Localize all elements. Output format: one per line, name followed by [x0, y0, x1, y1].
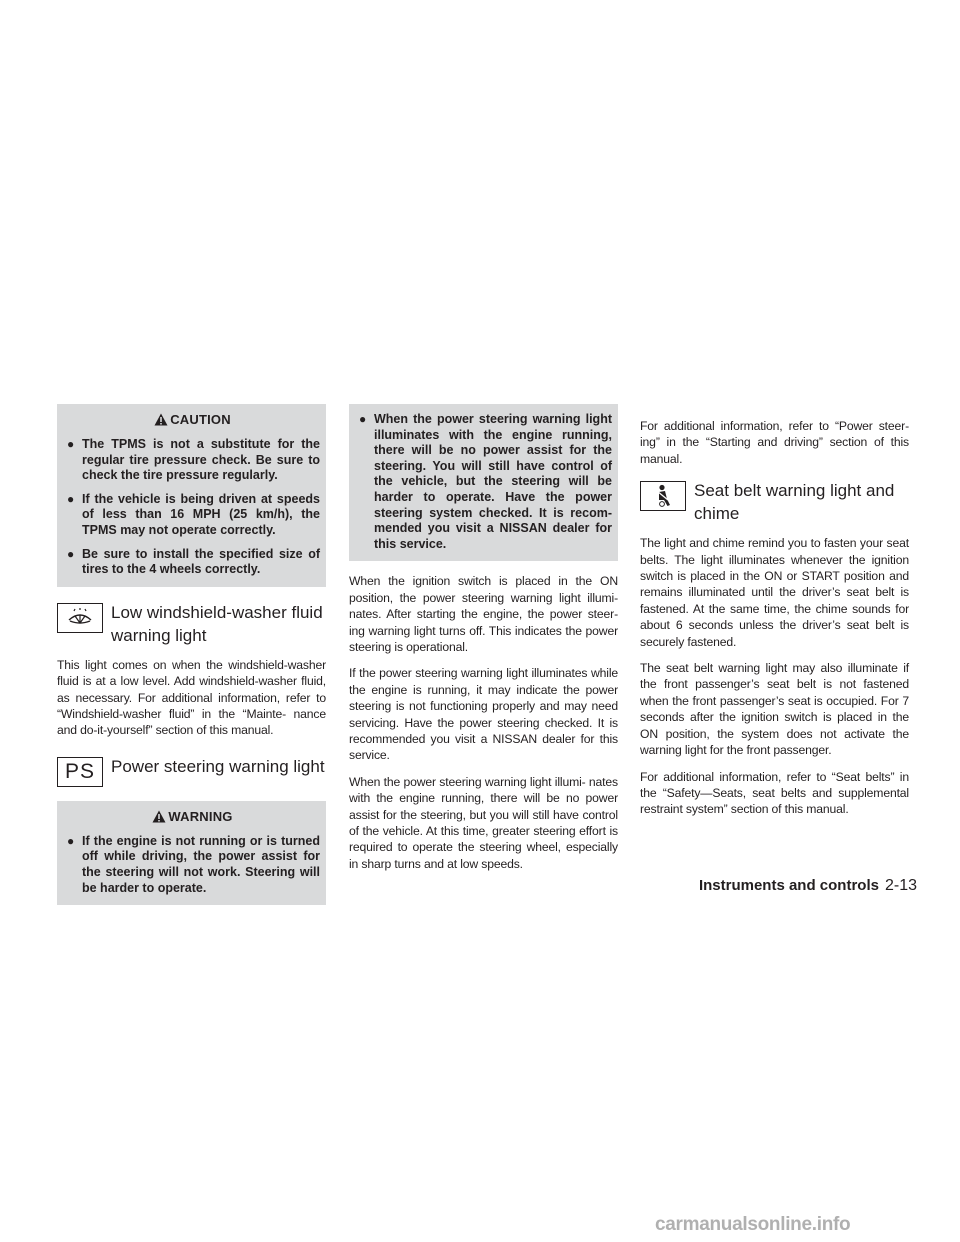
warning-box-continued [349, 404, 618, 561]
page-footer [640, 877, 917, 895]
bullet-icon: ● [359, 412, 367, 426]
footer-section-title: Instruments and controls [698, 877, 879, 894]
ps-icon-text: PS [64, 759, 95, 783]
seatbelt-paragraph-1: The light and chime remind you to fasten your seat belts. The light illuminates whenever the ignition switch is placed in the ON or START position and remains illuminated until the driver’s seat belt is fastened. At the same time, the chime sounds for about 6 seconds unless the driver’s seat belt is securely fastened. [640, 536, 909, 649]
ps-heading-row [57, 755, 326, 787]
warning-triangle-icon [152, 810, 166, 823]
page-number: 2-13 [884, 877, 917, 894]
warning-triangle-icon [154, 413, 168, 426]
warning-list-continued [357, 412, 612, 552]
seatbelt-paragraph-3: For additional information, refer to “Seat belts” in the “Safety—Seats, seat belts and supplemental restraint system” section of this manual. [640, 769, 909, 817]
bullet-icon: ● [67, 833, 75, 848]
warning-box [57, 801, 326, 905]
warning-item: ● When the power steering warning light illuminates with the engine running, there will be no power assist for the steering. You will still have control of the vehicle, but the steering will be harder to operate. Have the power steering system checked. It is recom- mended you visit a NISSAN dealer for this service. [359, 412, 612, 551]
caution-item: ● The TPMS is not a substitute for the regular tire pressure check. Be sure to check the tire pressure regularly. [67, 437, 320, 483]
bullet-icon: ● [67, 491, 75, 506]
column-2 [349, 404, 618, 882]
washer-fluid-icon [57, 603, 103, 633]
bullet-icon: ● [67, 437, 75, 451]
caution-item: ● If the vehicle is being driven at speeds of less than 16 MPH (25 km/h), the TPMS may not operate correctly. [67, 491, 320, 537]
seat-belt-icon [640, 481, 686, 511]
caution-item: ● Be sure to install the specified size of tires to the 4 wheels correctly. [67, 546, 320, 577]
ps-paragraph-3: When the power steering warning light illumi- nates with the engine running, there will be no power assist for the steering, but you will still have control of the vehicle. At this time, greater steering effort is required to operate the steering wheel, especially in sharp turns and at low speeds. [349, 774, 618, 871]
caution-box [57, 404, 326, 587]
watermark: carmanualsonline.info [655, 1214, 851, 1235]
seatbelt-heading-row [640, 479, 909, 525]
ps-paragraph-2: If the power steering warning light illuminates while the engine is running, it may indicate the power steering is not functioning properly and may need servicing. Have the power steering checked. It is recommended you visit a NISSAN dealer for this service. [349, 666, 618, 763]
ps-additional-info: For additional information, refer to “Power steer- ing” in the “Starting and driving” section of this manual. [640, 419, 909, 466]
seatbelt-heading: Seat belt warning light and chime [694, 481, 895, 524]
warning-title: WARNING [65, 807, 320, 824]
power-steering-icon [57, 757, 103, 787]
column-3 [640, 418, 909, 828]
warning-list [65, 834, 320, 896]
warning-item: ● If the engine is not running or is turned off while driving, the power assist for the steering will not work. Steering will be harder to operate. [67, 833, 320, 895]
washer-body: This light comes on when the windshield-washer fluid is at a low level. Add windshield-washer fluid, as necessary. For additional information, refer to “Windshield-washer fluid” in the “Mainte- nance and do-it-yourself” section of this manual. [57, 657, 326, 738]
caution-title: CAUTION [65, 410, 320, 427]
washer-heading-row [57, 601, 326, 647]
column-1 [57, 404, 326, 905]
ps-paragraph-1: When the ignition switch is placed in the ON position, the power steering warning light illumi- nates. After starting the engine, the power steer- ing warning light turns off. This indicates the power steering is operational. [349, 574, 618, 654]
seatbelt-paragraph-2: The seat belt warning light may also illuminate if the front passenger’s seat belt is not fastened when the front passenger’s seat is occupied. For 7 seconds after the ignition switch is placed in the ON position, the system does not activate the warning light for the front passenger. [640, 661, 909, 758]
ps-heading: Power steering warning light [111, 756, 325, 776]
caution-list [65, 437, 320, 578]
bullet-icon: ● [67, 546, 75, 561]
washer-heading: Low windshield-washer fluid warning light [111, 602, 323, 645]
